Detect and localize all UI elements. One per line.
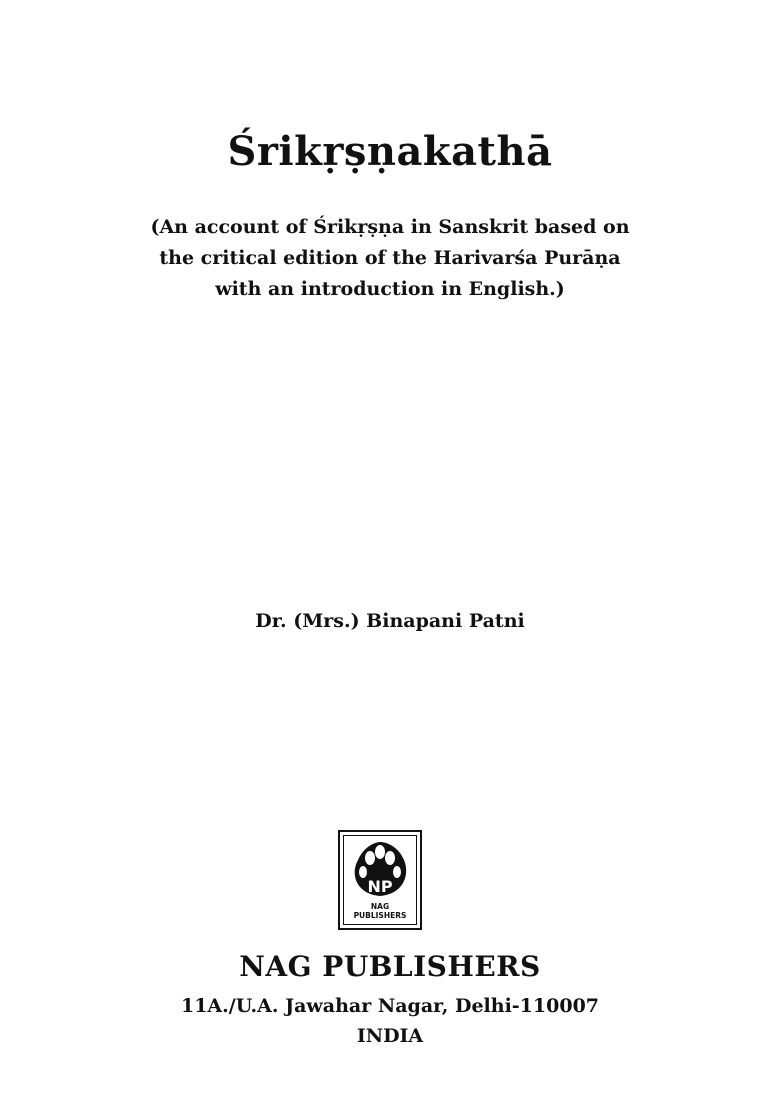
publisher-name: NAG PUBLISHERS <box>239 950 541 983</box>
book-title: Śrikṛṣṇakathā <box>227 128 553 175</box>
publisher-address: 11A./U.A. Jawahar Nagar, Delhi-110007 <box>180 995 600 1017</box>
svg-text:NP: NP <box>367 877 393 896</box>
peacock-icon <box>346 836 414 902</box>
logo-text-nag: NAG <box>370 902 390 911</box>
publisher-country: INDIA <box>356 1025 424 1047</box>
logo-text-publishers: PUBLISHERS <box>353 911 407 920</box>
book-subtitle <box>0 212 780 305</box>
subtitle-line: (An account of Śrikṛṣṇa in Sanskrit based on <box>150 216 630 238</box>
subtitle-line: with an introduction in English.) <box>215 278 565 300</box>
author-name: Dr. (Mrs.) Binapani Patni <box>255 610 525 632</box>
publisher-logo <box>338 830 422 930</box>
subtitle-line: the critical edition of the Harivarśa Purāṇa <box>159 247 621 269</box>
